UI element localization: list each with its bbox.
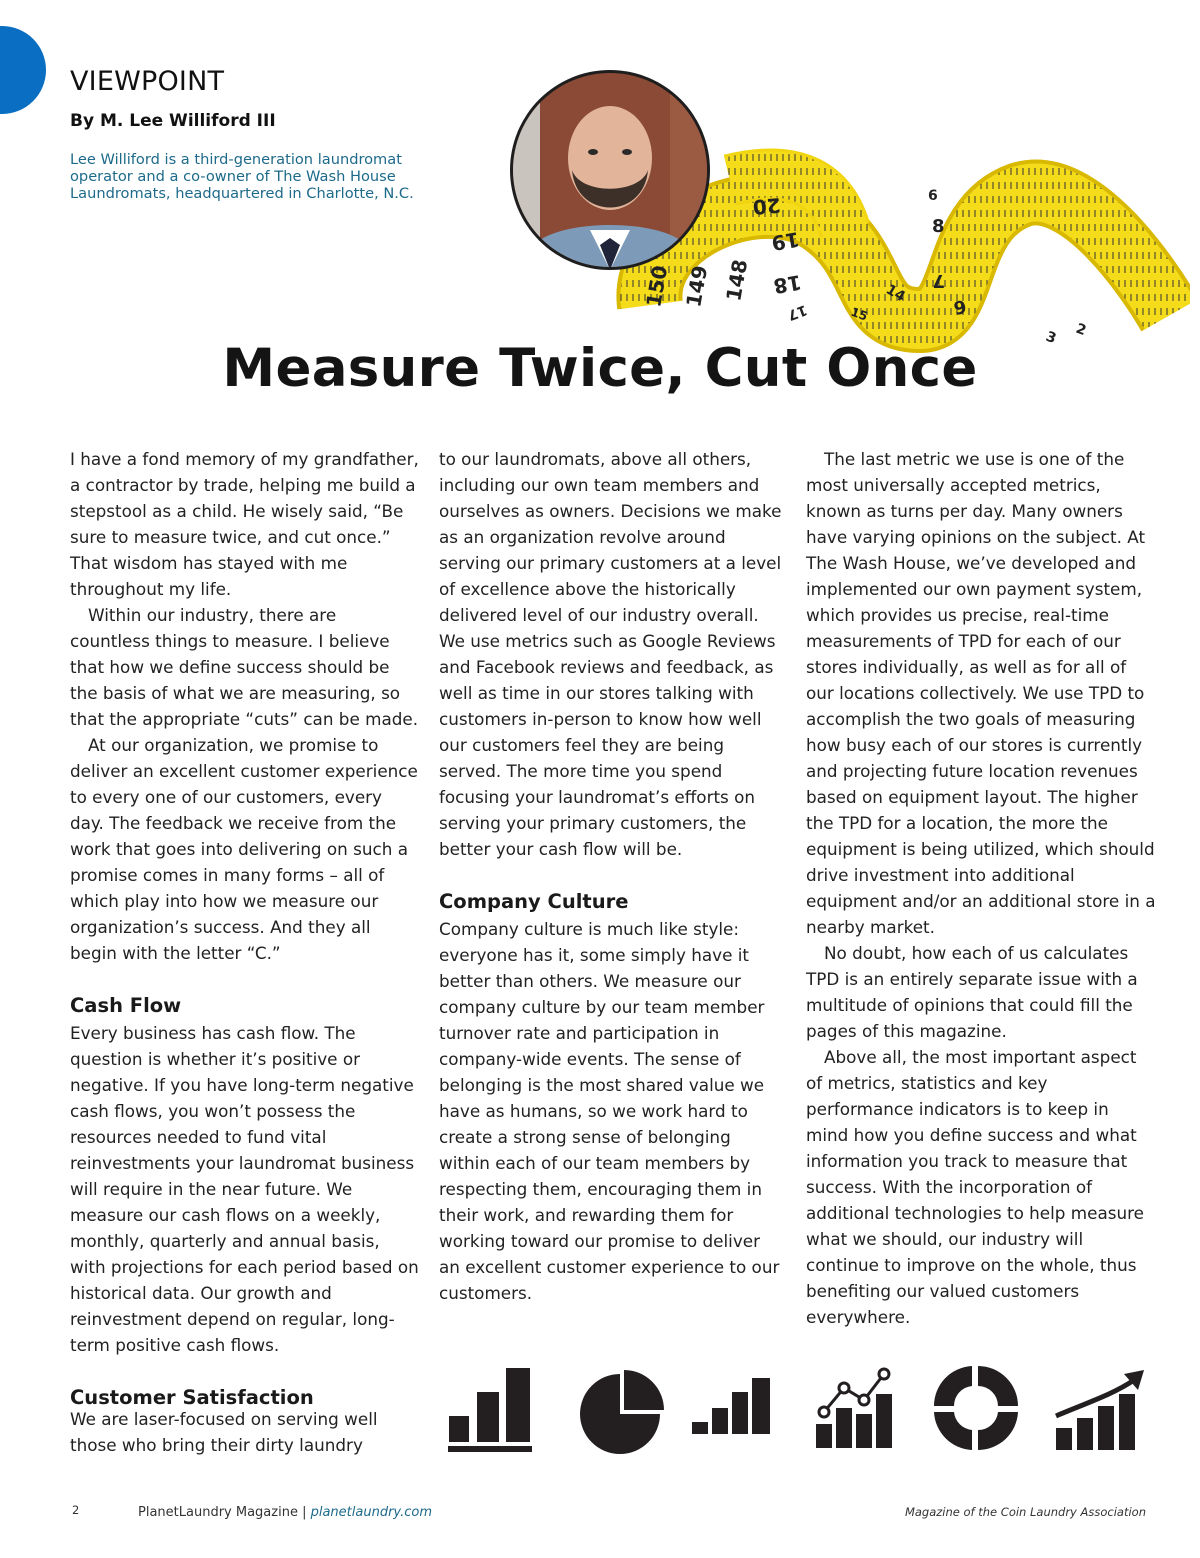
- bar-chart-icon: [448, 1368, 532, 1452]
- article-column-3: [806, 446, 1156, 1330]
- subheading-cash-flow: Cash Flow: [70, 994, 182, 1017]
- article-paragraph: At our organization, we promise to deliver an excellent customer experience to every one of our customers, every day. The feedback we receive from the work that goes into delivering on such a promise comes in many forms – all of which play into how we measure our organization’s success. And they all begin with the letter “C.”: [70, 735, 418, 963]
- tape-number: 18: [771, 270, 804, 299]
- blue-corner-tab: [0, 26, 46, 114]
- page-number: 2: [72, 1503, 80, 1517]
- article-paragraph: No doubt, how each of us calculates TPD is an entirely separate issue with a multitude of opinions that could fill the pages of this magazine.: [806, 943, 1138, 1041]
- footer-association: Magazine of the Coin Laundry Association: [904, 1505, 1146, 1519]
- article-paragraph: Every business has cash flow. The question is whether it’s positive or negative. If you have long-term negative cash flows, you won’t possess the resources needed to fund vital reinvestments your laundromat business will require in the near future. We measure our cash flows on a weekly, monthly, quarterly and annual basis, with projections for each period based on historical data. Our growth and reinvestment depend on regular, long-term positive cash flows.: [70, 1023, 419, 1355]
- subheading-company-culture: Company Culture: [439, 890, 629, 913]
- pie-chart-icon: [580, 1370, 664, 1454]
- hero-illustration: [500, 70, 1190, 360]
- tape-number: 14: [883, 281, 908, 306]
- author-bio: Lee Williford is a third-generation laundromat operator and a co-owner of The Wash House Laundromats, headquartered in Charlotte, N.C.: [70, 151, 414, 202]
- subheading-customer-satisfaction: Customer Satisfaction: [70, 1386, 314, 1409]
- tape-number: 6: [928, 188, 938, 204]
- tape-number: 15: [848, 304, 870, 324]
- tape-number: 19: [769, 227, 802, 256]
- footer-url-link[interactable]: planetlaundry.com: [310, 1505, 432, 1520]
- article-paragraph: The last metric we use is one of the most universally accepted metrics, known as turns per day. Many owners have varying opinions on the subject. At The Wash House, we’ve developed and implemented our own payment system, which provides us precise, real-time measurements of TPD for each of our stores individually, as well as for all of our locations collectively. We use TPD to accomplish the two goals of measuring how busy each of our stores is currently and projecting future location revenues based on equipment layout. The higher the TPD for a location, the more the equipment is being utilized, which should drive investment into additional equipment and/or an additional store in a nearby market.: [806, 449, 1156, 937]
- article-paragraph: I have a fond memory of my grandfather, a contractor by trade, helping me build a stepstool as a child. He wisely said, “Be sure to measure twice, and cut once.” That wisdom has stayed with me throughout my life.: [70, 449, 419, 599]
- article-paragraph: Above all, the most important aspect of metrics, statistics and key performance indicators is to keep in mind how you define success and what information you track to measure that success. With the incorporation of additional technologies to help measure what we should, our industry will continue to improve on the whole, thus benefiting our valued customers everywhere.: [806, 1047, 1144, 1327]
- tape-number: 3: [1043, 328, 1059, 348]
- article-column-1: [70, 446, 420, 1412]
- tape-number: 149: [681, 263, 713, 309]
- tape-number: 148: [721, 257, 753, 303]
- tape-number: 8: [932, 216, 945, 237]
- article-headline: Measure Twice, Cut Once: [222, 338, 978, 399]
- tape-number: 20: [751, 193, 782, 220]
- tape-number: 17: [785, 301, 810, 323]
- article-column-1-tail: [70, 1406, 420, 1458]
- bar-chart-small-icon: [692, 1378, 770, 1434]
- chart-icons-row: [444, 1364, 1156, 1454]
- article-column-2: [439, 446, 784, 1306]
- footer-magazine-name: PlanetLaundry Magazine |: [138, 1505, 307, 1520]
- measuring-tape-icon: [641, 174, 1170, 347]
- tape-number: 2: [1073, 320, 1089, 340]
- tape-number: 150: [641, 263, 673, 309]
- tape-number: 7: [932, 270, 945, 291]
- line-bar-chart-icon: [816, 1369, 892, 1448]
- footer-magazine: [138, 1505, 432, 1520]
- article-paragraph-start: We are laser-focused on serving well those who bring their dirty laundry: [70, 1409, 378, 1455]
- growth-chart-icon: [1056, 1370, 1144, 1450]
- article-paragraph: Within our industry, there are countless things to measure. I believe that how we define success should be the basis of what we are measuring, so that the appropriate “cuts” can be made.: [70, 605, 419, 729]
- article-paragraph-continued: to our laundromats, above all others, including our own team members and ourselves as owners. Decisions we make as an organization revolve around serving our primary customers at a level of excellence above the historically delivered level of our industry overall. We use metrics such as Google Reviews and Facebook reviews and feedback, as well as time in our stores talking with customers in-person to know how well our customers feel they are being served. The more time you spend focusing your laundromat’s efforts on serving your primary customers, the better your cash flow will be.: [439, 449, 782, 859]
- article-paragraph: Company culture is much like style: everyone has it, some simply have it better than others. We measure our company culture by our team member turnover rate and participation in company-wide events. The sense of belonging is the most shared value we have as humans, so we work hard to create a strong sense of belonging within each of our team members by respecting them, encouraging them in their work, and rewarding them for working toward our promise to deliver an excellent customer experience to our customers.: [439, 919, 780, 1303]
- author-byline: By M. Lee Williford III: [70, 111, 276, 131]
- donut-chart-icon: [934, 1366, 1018, 1450]
- tape-number: 9: [952, 297, 969, 320]
- section-label: VIEWPOINT: [70, 66, 225, 97]
